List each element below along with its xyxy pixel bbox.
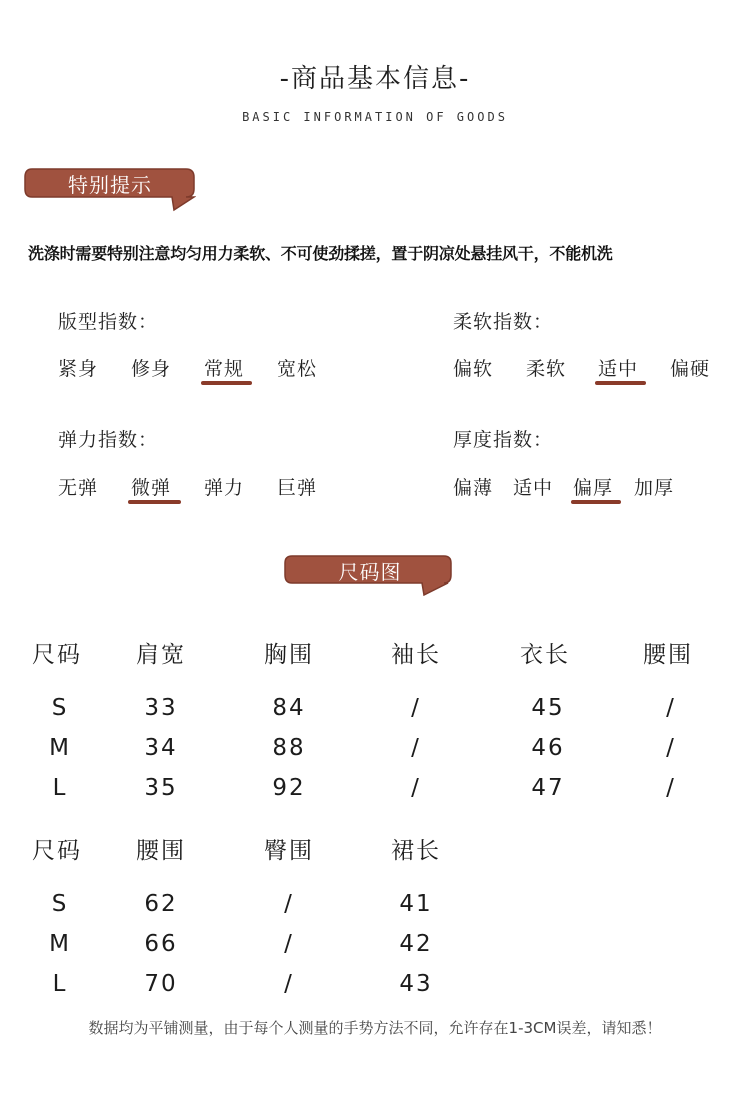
softness-option: 偏硬 — [670, 358, 711, 380]
table-cell: 92 — [272, 775, 306, 801]
elasticity-option: 巨弹 — [277, 477, 318, 499]
table-cell: / — [666, 695, 676, 721]
table-cell: 84 — [272, 695, 306, 721]
table-cell: M — [49, 735, 71, 761]
elasticity-option-selected: 微弹 — [131, 477, 172, 499]
table-header: 胸围 — [264, 642, 314, 668]
tips-badge-label: 特别提示 — [68, 173, 152, 197]
table-cell: 35 — [144, 775, 178, 801]
table-cell: 43 — [399, 971, 433, 997]
table-cell: / — [411, 775, 421, 801]
page-subtitle: BASIC INFORMATION OF GOODS — [242, 110, 508, 124]
table-cell: / — [284, 931, 294, 957]
table-header: 尺码 — [32, 838, 82, 864]
thickness-selected-underline — [571, 500, 621, 504]
table-cell: L — [52, 971, 68, 997]
table-cell: 88 — [272, 735, 306, 761]
thickness-option-selected: 偏厚 — [573, 477, 614, 499]
elasticity-selected-underline — [128, 500, 181, 504]
softness-option: 偏软 — [453, 358, 494, 380]
fit-selected-underline — [201, 381, 252, 385]
page-title: -商品基本信息- — [279, 64, 471, 94]
table-header: 腰围 — [643, 642, 693, 668]
table-header: 臀围 — [264, 838, 314, 864]
table-cell: 33 — [144, 695, 178, 721]
table-cell: 47 — [531, 775, 565, 801]
care-note: 洗涤时需要特别注意均匀用力柔软、不可使劲揉搓，置于阴凉处悬挂风干，不能机洗 — [28, 244, 613, 263]
footer-note: 数据均为平铺测量，由于每个人测量的手势方法不同，允许存在1-3CM误差，请知悉！ — [88, 1019, 662, 1037]
elasticity-index-label: 弹力指数： — [58, 429, 159, 451]
table-header: 裙长 — [391, 838, 441, 864]
table-cell: / — [411, 695, 421, 721]
thickness-option: 适中 — [513, 477, 554, 499]
table-header: 衣长 — [520, 642, 570, 668]
table-cell: 70 — [144, 971, 178, 997]
table-cell: 66 — [144, 931, 178, 957]
softness-option: 柔软 — [526, 358, 567, 380]
table-cell: 46 — [531, 735, 565, 761]
table-header: 尺码 — [32, 642, 82, 668]
table-cell: 41 — [399, 891, 433, 917]
table-header: 袖长 — [391, 642, 441, 668]
table-cell: / — [666, 735, 676, 761]
thickness-option: 加厚 — [634, 477, 675, 499]
fit-index-label: 版型指数： — [58, 311, 159, 333]
table-cell: M — [49, 931, 71, 957]
table-header: 肩宽 — [136, 642, 186, 668]
table-cell: 62 — [144, 891, 178, 917]
thickness-index-label: 厚度指数： — [453, 429, 554, 451]
table-cell: 42 — [399, 931, 433, 957]
thickness-option: 偏薄 — [453, 477, 494, 499]
table-cell: / — [284, 891, 294, 917]
elasticity-option: 弹力 — [204, 477, 245, 499]
table-cell: / — [411, 735, 421, 761]
table-header: 腰围 — [136, 838, 186, 864]
size-chart-badge-label: 尺码图 — [338, 560, 402, 584]
table-cell: 34 — [144, 735, 178, 761]
softness-option-selected: 适中 — [598, 358, 639, 380]
table-cell: / — [284, 971, 294, 997]
table-cell: 45 — [531, 695, 565, 721]
table-cell: L — [52, 775, 68, 801]
fit-option: 修身 — [131, 358, 172, 380]
elasticity-option: 无弹 — [58, 477, 99, 499]
table-cell: S — [51, 695, 69, 721]
fit-option-selected: 常规 — [204, 358, 245, 380]
softness-selected-underline — [595, 381, 646, 385]
table-cell: / — [666, 775, 676, 801]
table-cell: S — [51, 891, 69, 917]
fit-option: 紧身 — [58, 358, 99, 380]
softness-index-label: 柔软指数： — [453, 311, 554, 333]
fit-option: 宽松 — [277, 358, 318, 380]
